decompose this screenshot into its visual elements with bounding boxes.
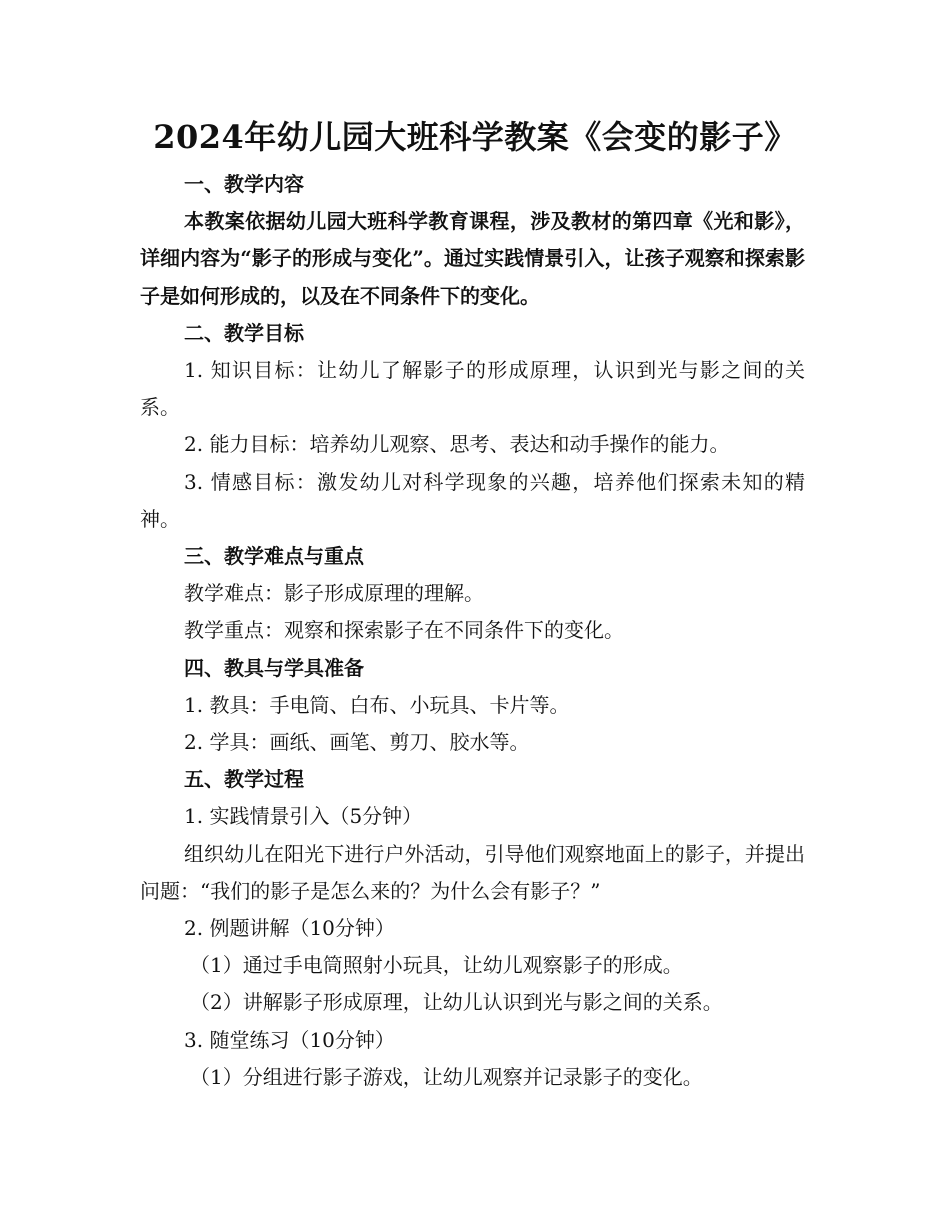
paragraph: 3. 随堂练习（10分钟）	[184, 1027, 395, 1052]
paragraph: 1. 实践情景引入（5分钟）	[184, 804, 423, 829]
paragraph: （1）通过手电筒照射小玩具，让幼儿观察影子的形成。	[190, 953, 683, 978]
section-heading: 四、教具与学具准备	[184, 655, 364, 680]
section-heading: 二、教学目标	[184, 320, 304, 345]
paragraph: 2. 能力目标：培养幼儿观察、思考、表达和动手操作的能力。	[184, 432, 730, 457]
section-heading: 三、教学难点与重点	[184, 544, 364, 569]
section-heading: 本教案依据幼儿园大班科学教育课程，涉及教材的第四章《光和影》，详细内容为“影子的形成与变化”。通过实践情景引入，让孩子观察和探索影子是如何形成的，以及在不同条件下的变化。	[140, 209, 805, 308]
section-heading: 一、教学内容	[184, 172, 304, 196]
document-title: 2024年幼儿园大班科学教案《会变的影子》	[153, 118, 797, 156]
paragraph: 2. 例题讲解（10分钟）	[184, 916, 395, 941]
paragraph: 2. 学具：画纸、画笔、剪刀、胶水等。	[184, 730, 530, 755]
paragraph: 教学难点：影子形成原理的理解。	[184, 581, 484, 606]
document-body	[140, 166, 805, 1096]
paragraph: 1. 教具：手电筒、白布、小玩具、卡片等。	[184, 692, 570, 717]
section-heading: 五、教学过程	[184, 767, 304, 792]
paragraph: 组织幼儿在阳光下进行户外活动，引导他们观察地面上的影子，并提出问题：“我们的影子是怎么来的？为什么会有影子？”	[140, 841, 805, 903]
paragraph: 教学重点：观察和探索影子在不同条件下的变化。	[184, 618, 624, 643]
paragraph: 1. 知识目标：让幼儿了解影子的形成原理，认识到光与影之间的关系。	[140, 358, 805, 420]
paragraph: 3. 情感目标：激发幼儿对科学现象的兴趣，培养他们探索未知的精神。	[140, 469, 805, 531]
paragraph: （2）讲解影子形成原理，让幼儿认识到光与影之间的关系。	[190, 990, 723, 1015]
paragraph: （1）分组进行影子游戏，让幼儿观察并记录影子的变化。	[190, 1064, 703, 1089]
